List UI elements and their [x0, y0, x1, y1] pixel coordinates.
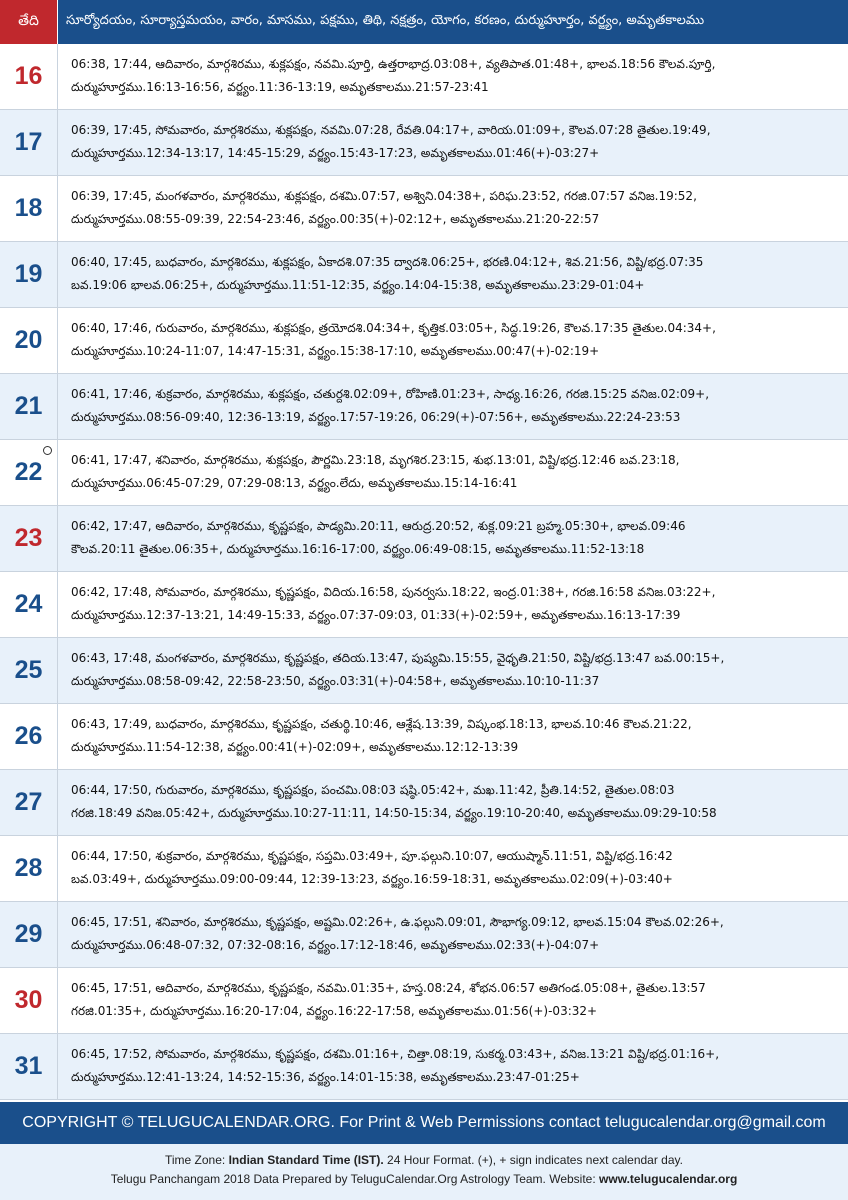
table-row — [0, 308, 848, 374]
timezone-prefix: Time Zone: — [165, 1153, 229, 1167]
table-row — [0, 374, 848, 440]
details-line-1: 06:40, 17:46, గురువారం, మార్గశిరము, శుక్లపక్షం, త్రయోదశి.04:34+, కృత్తిక.03:05+, సిద్ధ.19:26, కౌలవ.17:35 తైతుల.04:34+, — [71, 321, 716, 335]
details-line-1: 06:45, 17:51, శనివారం, మార్గశిరము, కృష్ణపక్షం, అష్టమి.02:26+, ఉ.ఫల్గుని.09:01, సౌభాగ్య.09:12, భాలవ.15:04 కౌలవ.02:26+, — [71, 915, 724, 929]
details-line-1: 06:42, 17:47, ఆదివారం, మార్గశిరము, కృష్ణపక్షం, పాడ్యమి.20:11, ఆరుద్ర.20:52, శుక్ల.09:21 బ్రహ్మ.05:30+, భాలవ.09:46 — [71, 519, 686, 533]
table-row — [0, 44, 848, 110]
details-line-2: గరజి.01:35+, దుర్ముహూర్తము.16:20-17:04, వర్జ్యం.16:22-17:58, అమృతకాలము.01:56(+)-03:32+ — [71, 1004, 598, 1018]
details-cell — [58, 1034, 848, 1099]
copyright-banner: COPYRIGHT © TELUGUCALENDAR.ORG. For Print & Web Permissions contact telugucalendar.org@gmail.com — [0, 1102, 848, 1144]
details-cell — [58, 44, 848, 109]
details-line-1: 06:39, 17:45, సోమవారం, మార్గశిరము, శుక్లపక్షం, నవమి.07:28, రేవతి.04:17+, వారియ.01:09+, కౌలవ.07:28 తైతుల.19:49, — [71, 123, 711, 137]
details-line-1: 06:43, 17:48, మంగళవారం, మార్గశిరము, కృష్ణపక్షం, తదియ.13:47, పుష్యమి.15:55, వైధృతి.21:50, విష్టి/భద్ర.13:47 బవ.00:15+, — [71, 651, 725, 665]
details-line-2: దుర్ముహూర్తము.06:48-07:32, 07:32-08:16, వర్జ్యం.17:12-18:46, అమృతకాలము.02:33(+)-04:07+ — [71, 938, 600, 952]
website-link[interactable]: www.telugucalendar.org — [599, 1172, 738, 1186]
details-line-2: దుర్ముహూర్తము.06:45-07:29, 07:29-08:13, వర్జ్యం.లేదు, అమృతకాలము.15:14-16:41 — [71, 476, 518, 490]
details-cell — [58, 374, 848, 439]
date-cell: 31 — [0, 1034, 58, 1099]
details-cell — [58, 176, 848, 241]
panchangam-table — [0, 44, 848, 1100]
details-line-1: 06:39, 17:45, మంగళవారం, మార్గశిరము, శుక్లపక్షం, దశమి.07:57, అశ్విని.04:38+, పరిఘ.23:52, గరజి.07:57 వనిజ.19:52, — [71, 189, 697, 203]
details-cell — [58, 440, 848, 505]
table-row — [0, 968, 848, 1034]
details-line-1: 06:41, 17:47, శనివారం, మార్గశిరము, శుక్లపక్షం, పౌర్ణమి.23:18, మృగశిర.23:15, శుభ.13:01, విష్టి/భద్ర.12:46 బవ.23:18, — [71, 453, 680, 467]
table-row — [0, 638, 848, 704]
date-cell: 24 — [0, 572, 58, 637]
table-row — [0, 704, 848, 770]
table-header — [0, 0, 848, 44]
details-line-1: 06:38, 17:44, ఆదివారం, మార్గశిరము, శుక్లపక్షం, నవమి.పూర్తి, ఉత్తరాభాద్ర.03:08+, వ్యతిపాత.01:48+, భాలవ.18:56 కౌలవ.పూర్తి, — [71, 57, 716, 71]
table-row — [0, 572, 848, 638]
table-row — [0, 176, 848, 242]
details-cell — [58, 836, 848, 901]
details-cell — [58, 572, 848, 637]
credit-prefix: Telugu Panchangam 2018 Data Prepared by TeluguCalendar.Org Astrology Team. Website: — [110, 1172, 600, 1186]
details-line-1: 06:44, 17:50, గురువారం, మార్గశిరము, కృష్ణపక్షం, పంచమి.08:03 షష్ఠి.05:42+, మఖ.11:42, ప్రీతి.14:52, తైతుల.08:03 — [71, 783, 675, 797]
credit-note — [0, 1170, 848, 1189]
details-line-2: దుర్ముహూర్తము.08:56-09:40, 12:36-13:19, వర్జ్యం.17:57-19:26, 06:29(+)-07:56+, అమృతకాలము.22:24-23:53 — [71, 410, 681, 424]
date-cell: 25 — [0, 638, 58, 703]
date-cell: 20 — [0, 308, 58, 373]
details-line-2: దుర్ముహూర్తము.08:58-09:42, 22:58-23:50, వర్జ్యం.03:31(+)-04:58+, అమృతకాలము.10:10-11:37 — [71, 674, 600, 688]
details-cell — [58, 770, 848, 835]
details-cell — [58, 968, 848, 1033]
details-cell — [58, 704, 848, 769]
details-line-2: గరజి.18:49 వనిజ.05:42+, దుర్ముహూర్తము.10:27-11:11, 14:50-15:34, వర్జ్యం.19:10-20:40, అమృతకాలము.09:29-10:58 — [71, 806, 717, 820]
table-row — [0, 110, 848, 176]
details-cell — [58, 308, 848, 373]
timezone-suffix: 24 Hour Format. (+), + sign indicates next calendar day. — [383, 1153, 683, 1167]
date-cell: 29 — [0, 902, 58, 967]
details-line-1: 06:40, 17:45, బుధవారం, మార్గశిరము, శుక్లపక్షం, ఏకాదశి.07:35 ద్వాదశి.06:25+, భరణి.04:12+, శివ.21:56, విష్టి/భద్ర.07:35 — [71, 255, 704, 269]
details-line-2: బవ.19:06 భాలవ.06:25+, దుర్ముహూర్తము.11:51-12:35, వర్జ్యం.14:04-15:38, అమృతకాలము.23:29-01:04+ — [71, 278, 645, 292]
details-line-1: 06:41, 17:46, శుక్రవారం, మార్గశిరము, శుక్లపక్షం, చతుర్దశి.02:09+, రోహిణి.01:23+, సాధ్య.16:26, గరజి.15:25 వనిజ.02:09+, — [71, 387, 710, 401]
details-cell — [58, 638, 848, 703]
details-line-2: దుర్ముహూర్తము.11:54-12:38, వర్జ్యం.00:41(+)-02:09+, అమృతకాలము.12:12-13:39 — [71, 740, 519, 754]
date-cell: 26 — [0, 704, 58, 769]
date-cell: 17 — [0, 110, 58, 175]
details-cell — [58, 902, 848, 967]
date-cell: 19 — [0, 242, 58, 307]
date-cell: 30 — [0, 968, 58, 1033]
details-line-1: 06:45, 17:51, ఆదివారం, మార్గశిరము, కృష్ణపక్షం, నవమి.01:35+, హస్త.08:24, శోభన.06:57 అతిగండ.05:08+, తైతుల.13:57 — [71, 981, 706, 995]
details-cell — [58, 506, 848, 571]
details-line-2: దుర్ముహూర్తము.08:55-09:39, 22:54-23:46, వర్జ్యం.00:35(+)-02:12+, అమృతకాలము.21:20-22:57 — [71, 212, 600, 226]
footer-notes — [0, 1144, 848, 1200]
table-row — [0, 1034, 848, 1100]
details-line-1: 06:43, 17:49, బుధవారం, మార్గశిరము, కృష్ణపక్షం, చతుర్థి.10:46, ఆశ్లేష.13:39, విష్కంభ.18:13, భాలవ.10:46 కౌలవ.21:22, — [71, 717, 692, 731]
timezone-note — [0, 1151, 848, 1170]
date-number: 22 — [14, 458, 43, 486]
details-line-1: 06:45, 17:52, సోమవారం, మార్గశిరము, కృష్ణపక్షం, దశమి.01:16+, చిత్తా.08:19, సుకర్మ.03:43+, వనిజ.13:21 విష్టి/భద్ర.01:16+, — [71, 1047, 720, 1061]
details-line-1: 06:44, 17:50, శుక్రవారం, మార్గశిరము, కృష్ణపక్షం, సప్తమి.03:49+, పూ.ఫల్గుని.10:07, ఆయుష్మాన్.11:51, విష్టి/భద్ర.16:42 — [71, 849, 673, 863]
timezone-name: Indian Standard Time (IST). — [228, 1153, 384, 1167]
details-line-2: కౌలవ.20:11 తైతుల.06:35+, దుర్ముహూర్తము.16:16-17:00, వర్జ్యం.06:49-08:15, అమృతకాలము.11:52-13:18 — [71, 542, 645, 556]
details-cell — [58, 110, 848, 175]
date-column-header: తేది — [0, 0, 58, 44]
details-line-2: దుర్ముహూర్తము.16:13-16:56, వర్జ్యం.11:36-13:19, అమృతకాలము.21:57-23:41 — [71, 80, 489, 94]
date-cell: 18 — [0, 176, 58, 241]
date-cell: 23 — [0, 506, 58, 571]
details-line-2: దుర్ముహూర్తము.10:24-11:07, 14:47-15:31, వర్జ్యం.15:38-17:10, అమృతకాలము.00:47(+)-02:19+ — [71, 344, 600, 358]
date-cell: 21 — [0, 374, 58, 439]
details-line-2: దుర్ముహూర్తము.12:41-13:24, 14:52-15:36, వర్జ్యం.14:01-15:38, అమృతకాలము.23:47-01:25+ — [71, 1070, 580, 1084]
details-line-1: 06:42, 17:48, సోమవారం, మార్గశిరము, కృష్ణపక్షం, విదియ.16:58, పునర్వసు.18:22, ఇంద్ర.01:38+, గరజి.16:58 వనిజ.03:22+, — [71, 585, 716, 599]
details-line-2: దుర్ముహూర్తము.12:34-13:17, 14:45-15:29, వర్జ్యం.15:43-17:23, అమృతకాలము.01:46(+)-03:27+ — [71, 146, 600, 160]
table-row — [0, 770, 848, 836]
full-moon-icon — [43, 446, 52, 455]
details-line-2: బవ.03:49+, దుర్ముహూర్తము.09:00-09:44, 12:39-13:23, వర్జ్యం.16:59-18:31, అమృతకాలము.02:09(+)-03:40+ — [71, 872, 673, 886]
table-row — [0, 836, 848, 902]
date-cell — [0, 440, 58, 505]
date-cell: 16 — [0, 44, 58, 109]
details-line-2: దుర్ముహూర్తము.12:37-13:21, 14:49-15:33, వర్జ్యం.07:37-09:03, 01:33(+)-02:59+, అమృతకాలము.16:13-17:39 — [71, 608, 681, 622]
table-row — [0, 440, 848, 506]
table-row — [0, 506, 848, 572]
date-cell: 28 — [0, 836, 58, 901]
table-row — [0, 242, 848, 308]
table-row — [0, 902, 848, 968]
details-column-header: సూర్యోదయం, సూర్యాస్తమయం, వారం, మాసము, పక్షము, తిథి, నక్షత్రం, యోగం, కరణం, దుర్ముహూర్తం, వర్జ్యం, అమృతకాలము — [58, 0, 848, 44]
date-cell: 27 — [0, 770, 58, 835]
details-cell — [58, 242, 848, 307]
